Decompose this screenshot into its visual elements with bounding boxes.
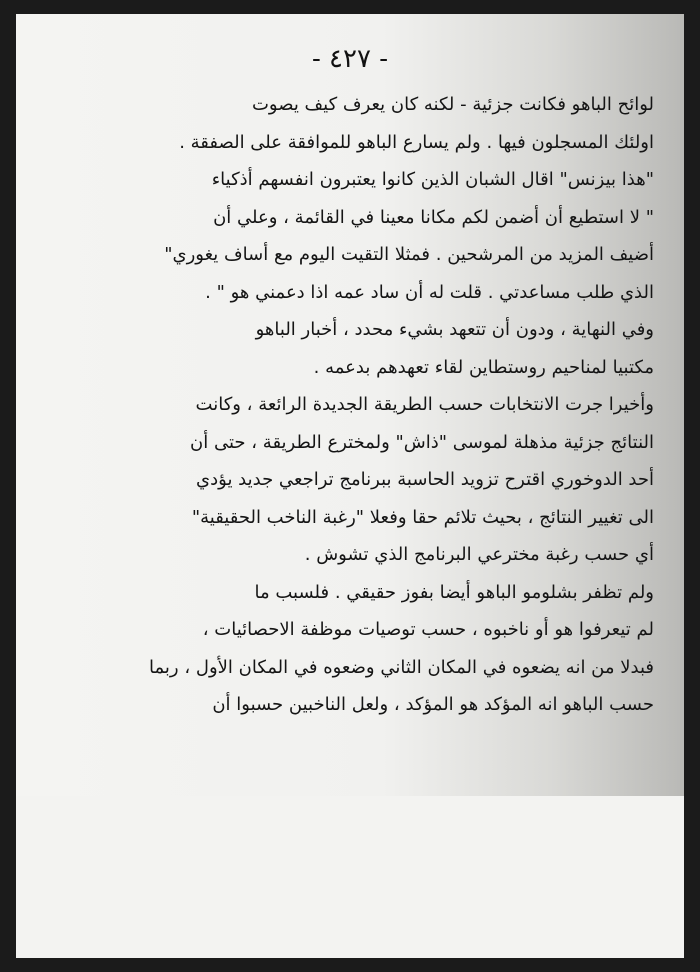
text-line: مكتبيا لمناحيم روستطاين لقاء تعهدهم بدعمه . — [313, 356, 654, 378]
manuscript-text — [52, 86, 654, 724]
text-line: الذي طلب مساعدتي . قلت له أن ساد عمه اذا دعمني هو " . — [205, 281, 654, 303]
text-line: وأخيرا جرت الانتخابات حسب الطريقة الجديدة الرائعة ، وكانت — [195, 394, 654, 415]
text-line: أضيف المزيد من المرشحين . فمثلا التقيت اليوم مع أساف يغوري" — [164, 244, 654, 265]
sheet-blank-lower — [16, 796, 684, 958]
text-line: ولم تظفر بشلومو الباهو أيضا بفوز حقيقي . فلسبب ما — [254, 581, 654, 603]
text-line: أحد الدوخوري اقترح تزويد الحاسبة ببرنامج تراجعي جديد يؤدي — [196, 469, 654, 490]
text-line: أي حسب رغبة مخترعي البرنامج الذي تشوش . — [304, 544, 654, 565]
manuscript-sheet — [16, 14, 684, 958]
text-line: وفي النهاية ، ودون أن تتعهد بشيء محدد ، أخبار الباهو — [255, 319, 654, 340]
text-line: "هذا بيزنس" اقال الشبان الذين كانوا يعتبرون انفسهم أذكياء — [211, 169, 654, 190]
text-line: لم تيعرفوا هو أو ناخبوه ، حسب توصيات موظفة الاحصائيات ، — [202, 619, 654, 640]
text-line: لوائح الباهو فكانت جزئية - لكنه كان يعرف كيف يصوت — [251, 94, 654, 115]
text-line: فبدلا من انه يضعوه في المكان الثاني وضعوه في المكان الأول ، ربما — [149, 656, 654, 678]
text-line: النتائج جزئية مذهلة لموسى "ذاش" ولمخترع الطريقة ، حتى أن — [190, 431, 654, 453]
page-number: - ٤٢٧ - — [311, 44, 389, 74]
text-line: اولئك المسجلون فيها . ولم يسارع الباهو للموافقة على الصفقة . — [179, 131, 654, 153]
text-line: حسب الباهو انه المؤكد هو المؤكد ، ولعل الناخبين حسبوا أن — [212, 694, 654, 715]
text-line: " لا استطيع أن أضمن لكم مكانا معينا في القائمة ، وعلي أن — [213, 206, 654, 228]
text-line: الى تغيير النتائج ، بحيث تلائم حقا وفعلا "رغبة الناخب الحقيقية" — [191, 506, 654, 528]
